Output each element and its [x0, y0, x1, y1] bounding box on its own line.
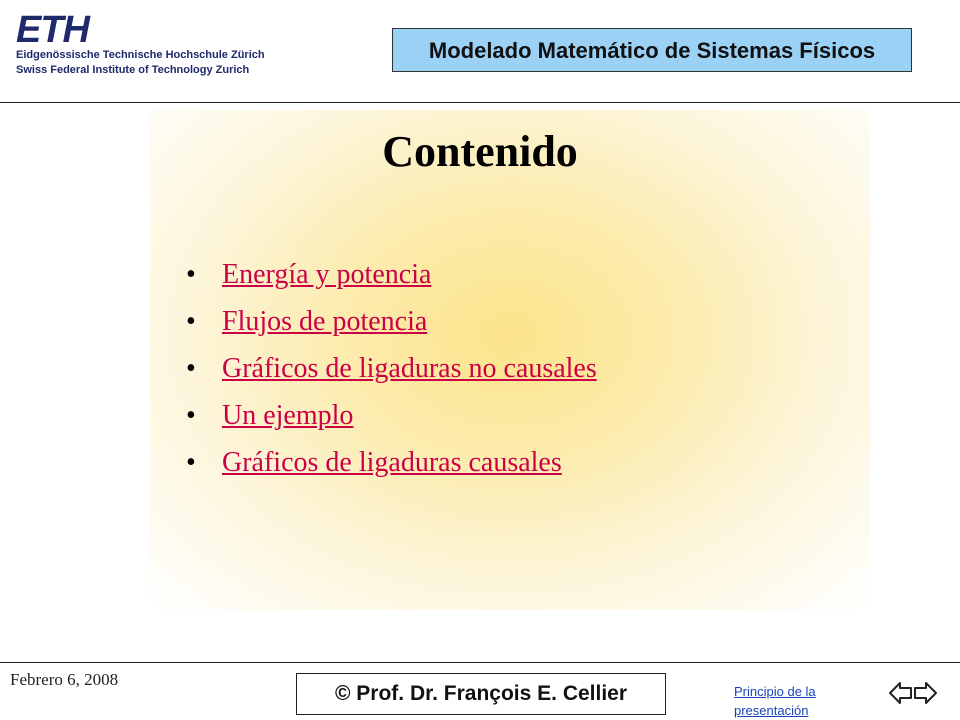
- course-title: Modelado Matemático de Sistemas Físicos: [428, 38, 876, 63]
- link-energia-y-potencia[interactable]: Energía y potencia: [222, 259, 432, 290]
- bullet: •: [186, 259, 196, 290]
- header-divider: [0, 102, 960, 103]
- link-graficos-no-causales[interactable]: Gráficos de ligaduras no causales: [222, 353, 597, 384]
- logo-line-german: Eidgenössische Technische Hochschule Zürich: [16, 49, 265, 61]
- list-item: [186, 302, 597, 349]
- list-item: [186, 396, 597, 443]
- date-label: Febrero 6, 2008: [10, 670, 119, 689]
- left-arrow-icon[interactable]: [888, 680, 914, 706]
- footer-divider: [0, 662, 960, 663]
- link-flujos-de-potencia[interactable]: Flujos de potencia: [222, 306, 428, 337]
- list-item: [186, 255, 597, 302]
- bullet: •: [186, 306, 196, 337]
- logo-line-english: Swiss Federal Institute of Technology Zurich: [16, 64, 250, 76]
- link-graficos-causales[interactable]: Gráficos de ligaduras causales: [222, 447, 562, 478]
- slide-title: Contenido: [382, 127, 578, 176]
- eth-logo: [16, 9, 265, 78]
- list-item: [186, 349, 597, 396]
- contents-list: [186, 255, 597, 490]
- logo-mark: ETH: [16, 9, 89, 51]
- link-un-ejemplo[interactable]: Un ejemplo: [222, 400, 354, 431]
- right-arrow-icon[interactable]: [912, 680, 938, 706]
- bullet: •: [186, 353, 196, 384]
- author-credit: © Prof. Dr. François E. Cellier: [296, 673, 666, 715]
- list-item: [186, 443, 597, 490]
- bullet: •: [186, 447, 196, 478]
- bullet: •: [186, 400, 196, 431]
- start-of-presentation-link[interactable]: Principio de la presentación: [734, 684, 816, 718]
